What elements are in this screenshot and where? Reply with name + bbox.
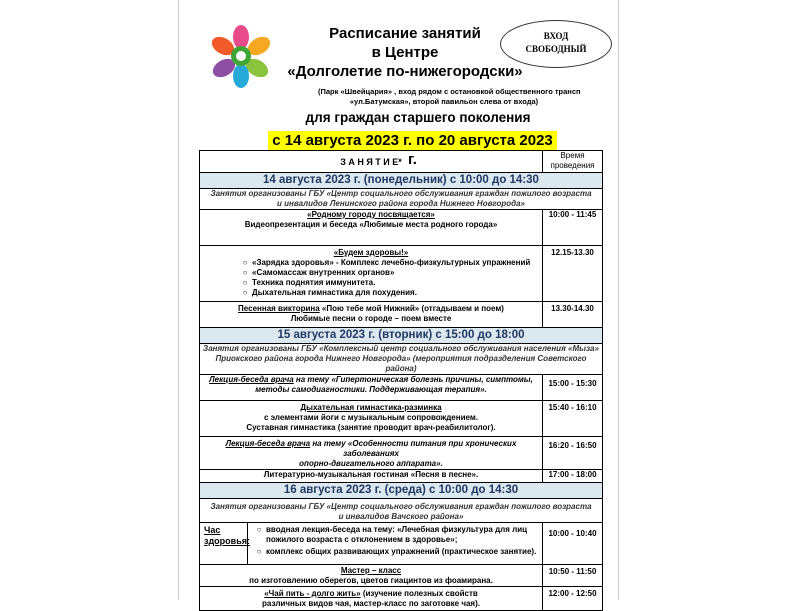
day3-event2-time: 10:50 - 11:50 — [543, 565, 603, 587]
org-row — [200, 499, 603, 523]
time-column-header: Время проведения — [543, 151, 603, 173]
day1-event2-time: 12.15-13.30 — [543, 246, 603, 302]
activity-column-header: З А Н Я Т И Е* — [200, 151, 543, 173]
date-range-banner: с 14 августа 2023 г. по 20 августа 2023 г. — [268, 131, 557, 150]
table-row — [200, 246, 603, 302]
table-row — [200, 565, 603, 587]
day-heading-row — [200, 483, 603, 499]
page-edge-right — [618, 0, 619, 600]
day1-event3: Песенная викторина «Пою тебе мой Нижний» (отгадываем и поем) Любимые песни о городе – поем вместе — [200, 302, 543, 328]
org-row — [200, 189, 603, 210]
table-row — [200, 302, 603, 328]
table-row — [200, 401, 603, 437]
schedule-table — [199, 150, 603, 611]
day2-organizer: Занятия организованы ГБУ «Комплексный центр социального обслуживания населения «Мыза» Приокского района города Нижнего Новгорода» (мероприятия подразделения Советского района) — [200, 344, 603, 375]
day3-organizer: Занятия организованы ГБУ «Центр социального обслуживания граждан пожилого возраста и инвалидов Вачского района» — [200, 499, 603, 523]
table-header-row — [200, 151, 603, 173]
day1-event1: «Родному городу посвящается» Видеопрезентация и беседа «Любимые места родного города» — [200, 210, 543, 246]
table-row — [200, 587, 603, 611]
day1-event3-time: 13.30-14.30 — [543, 302, 603, 328]
address-note: (Парк «Швейцария» , вход рядом с остановкой общественного трансп «ул.Батумская», второй павильон слева от входа) — [318, 87, 581, 106]
free-entry-badge: ВХОД СВОБОДНЫЙ — [500, 20, 612, 68]
day2-event2: Дыхательная гимнастика-разминка с элементами йоги с музыкальным сопровождением. Суставная гимнастика (занятие проводит врач-реабилитолог). — [200, 401, 543, 437]
day-heading-row — [200, 173, 603, 189]
day1-heading: 14 августа 2023 г. (понедельник) с 10:00 до 14:30 — [200, 173, 603, 189]
day3-heading: 16 августа 2023 г. (среда) с 10:00 до 14:30 — [200, 483, 603, 499]
day-heading-row — [200, 328, 603, 344]
health-hour-label: Час здоровья: — [200, 523, 248, 564]
day1-event1-time: 10:00 - 11:45 — [543, 210, 603, 246]
day3-event3-time: 12:00 - 12:50 — [543, 587, 603, 611]
day3-event2: Мастер – класс по изготовлению оберегов, цветов гиацинтов из фоамирана. — [200, 565, 543, 587]
day3-event3: «Чай пить - долго жить» (изучение полезных свойств различных видов чая, мастер-класс по заготовке чая). — [200, 587, 543, 611]
table-row — [200, 375, 603, 401]
center-logo-icon — [209, 24, 273, 88]
day2-event4: Литературно-музыкальная гостиная «Песня в песне». — [200, 470, 543, 483]
day1-organizer: Занятия организованы ГБУ «Центр социального обслуживания граждан пожилого возраста и инвалидов Ленинского района города Нижнего Новгорода» — [200, 189, 603, 210]
day2-event1-time: 15:00 - 15:30 — [543, 375, 603, 401]
audience-subtitle: для граждан старшего поколения — [305, 110, 531, 125]
table-row — [200, 210, 603, 246]
table-row — [200, 523, 603, 565]
day1-event2: «Будем здоровы!» ○ «Зарядка здоровья» - Комплекс лечебно-физкультурных упражнений ○ «Самомассаж внутренних органов» ○ Техника поднятия иммунитета. ○ Дыхательная гимнастика для похудения. — [200, 246, 543, 302]
table-row — [200, 470, 603, 483]
day2-event4-time: 17:00 - 18:00 — [543, 470, 603, 483]
page-edge-left — [178, 0, 179, 600]
page-title: Расписание занятий в Центре «Долголетие по-нижегородски» — [287, 25, 523, 80]
day2-event3: Лекция-беседа врача на тему «Особенности питания при хронических заболеваниях опорно-двигательного аппарата». — [200, 437, 543, 470]
day2-event2-time: 15:40 - 16:10 — [543, 401, 603, 437]
day2-event1: Лекция-беседа врача на тему «Гипертоническая болезнь причины, симптомы, методы самодиагностики. Поддерживающая терапия». — [200, 375, 543, 401]
day2-event3-time: 16:20 - 16:50 — [543, 437, 603, 470]
table-row — [200, 437, 603, 470]
day3-event1: Час здоровья: ○ вводная лекция-беседа на тему: «Лечебная физкультура для лиц пожилого возраста с отклонением в здоровье»; ○ комплекс общих развивающих упражнений (практическое занятие). — [200, 523, 543, 565]
day2-heading: 15 августа 2023 г. (вторник) с 15:00 до 18:00 — [200, 328, 603, 344]
org-row — [200, 344, 603, 375]
day3-event1-time: 10:00 - 10:40 — [543, 523, 603, 565]
